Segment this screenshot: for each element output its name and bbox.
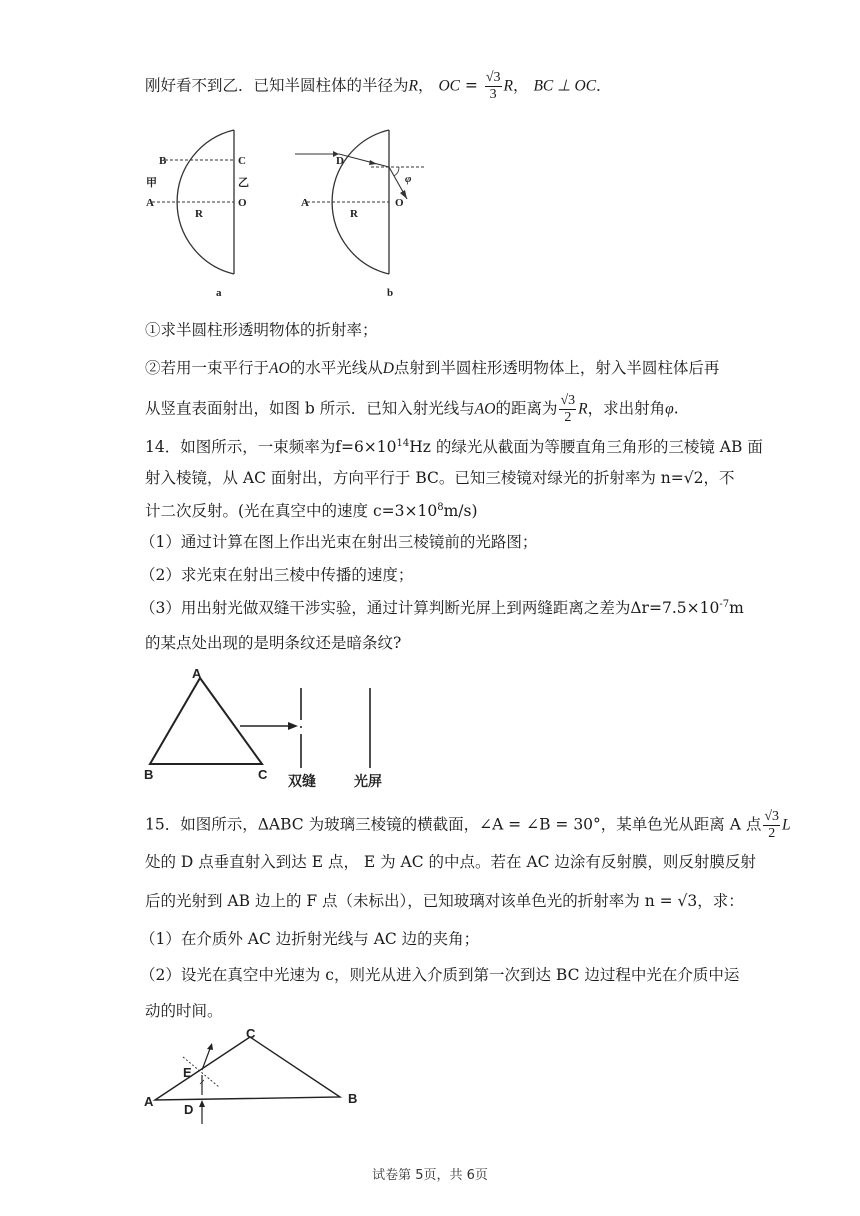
q14-sub2: （2）求光束在射出三棱中传播的速度； [140,566,414,584]
q15-L: L [782,816,791,834]
q13-intro-text: 刚好看不到乙．已知半圆柱体的半径为 [145,76,409,95]
q13-sub2-text-a: ②若用一束平行于 [145,359,270,377]
q15-fig-label-A: A [144,1094,154,1109]
q15-sub1: （1）在介质外 AC 边折射光线与 AC 边的夹角； [140,930,480,948]
q13-radius-symbol: R [408,77,418,95]
q15-fig-label-E: E [183,1065,192,1080]
q13-sub2-ao: AO [269,360,290,377]
q14-fig-label-A: A [192,666,202,681]
q13-frac-den: 3 [489,87,497,102]
q14-sub3-text-b: m [729,599,744,617]
fig-b-label-R: R [350,208,358,220]
q15-line1 [145,809,791,842]
q13-sub2-frac-num: √3 [560,393,576,408]
q13-figure-a [140,118,270,303]
q13-fraction [485,70,502,103]
q13-sub2-text-f: ，求出射角 [587,399,666,418]
q13-sub2-text-e: 的距离为 [495,399,558,418]
q13-sub2-ao-2: AO [474,400,496,418]
q15-fig-label-C: C [246,1026,256,1041]
fig-a-label-jia: 甲 [146,176,157,189]
q15-fig-label-B: B [348,1091,358,1106]
fig-a-label-R: R [195,208,203,220]
q14-sub3-line2: 的某点处出现的是明条纹还是暗条纹? [145,634,402,652]
q14-sub3-text: （3）用出射光做双缝干涉实验，通过计算判断光屏上到两缝距离之差为Δr=7.5×10 [140,599,720,617]
q13-sub2-d: D [382,360,394,377]
q14-line1-text: 14．如图所示，一束频率为f=6×10 [145,438,397,456]
q13-sub2-text-c: 点射到半圆柱形透明物体上，射入半圆柱体后再 [393,359,720,377]
q13-sub2-phi: φ [665,400,674,418]
q15-figure [140,1026,370,1130]
q15-line1-text: 15．如图所示，ΔABC 为玻璃三棱镜的横截面，∠A = ∠B = 30°，某单色光从距离 A 点 [145,815,762,834]
q13-sub2-frac-den: 2 [564,410,572,425]
q13-sep: ， [417,76,434,95]
q13-period: ． [596,76,612,95]
q13-sub2-R: R [578,400,588,418]
q13-intro-line [145,70,612,103]
q13-perp-relation: BC ⊥ OC [533,77,597,95]
fig-b-caption: b [387,287,394,299]
q14-line3-text-b: m/s) [443,502,478,520]
q14-figure [140,668,400,798]
q15-sub2-line2: 动的时间。 [145,1002,223,1020]
q14-fig-label-B: B [144,767,154,782]
q13-radius-symbol-2: R [503,77,513,95]
q14-line3-text: 计二次反射。(光在真空中的速度 c=3×10 [145,502,438,520]
q13-sub2-line1 [145,358,719,379]
fig-a-label-yi: 乙 [238,176,249,189]
fig-a-label-A: A [146,197,154,209]
q13-sub2-text-b: 的水平光线从 [289,359,383,377]
fig-a-label-O: O [238,197,247,209]
q13-equals: = [459,76,483,95]
q14-line1-text-b: Hz 的绿光从截面为等腰直角三角形的三棱镜 AB 面 [409,438,763,456]
q13-sub2-text-d: 从竖直表面射出，如图 b 所示．已知入射光线与 [145,399,475,418]
q14-line1 [145,437,763,457]
q15-sub2-line1: （2）设光在真空中光速为 c，则光从进入介质到第一次到达 BC 边过程中光在介质中运 [140,966,740,984]
q14-sub3-sup: -7 [719,598,730,610]
q13-oc-symbol: OC [438,77,460,95]
q13-sub1: ①求半圆柱形透明物体的折射率； [145,321,378,339]
q13-sep-2: ， [512,76,529,95]
q15-line3: 后的光射到 AB 边上的 F 点（未标出），已知玻璃对该单色光的折射率为 n = √3，求： [145,892,744,910]
fig-b-label-phi: φ [405,173,412,185]
q15-fig-label-D: D [184,1102,194,1117]
fig-b-label-O: O [395,197,404,209]
page-footer: 试卷第 5页，共 6页 [372,1168,488,1183]
q14-line3 [145,501,478,521]
fig-b-label-D: D [336,155,344,167]
q13-sub2-line2 [145,393,679,426]
q15-line2: 处的 D 点垂直射入到达 E 点， E 为 AC 的中点。若在 AC 边涂有反射膜，则反射膜反射 [145,853,756,871]
q14-sub3-line1 [140,598,744,618]
fig-a-caption: a [216,287,222,299]
fig-b-label-A: A [301,197,309,209]
q15-frac-den: 2 [768,826,776,841]
q14-line2: 射入棱镜，从 AC 面射出，方向平行于 BC。已知三棱镜对绿光的折射率为 n=√2，不 [145,469,735,487]
q13-figure-b [295,118,435,303]
q13-frac-num: √3 [485,70,501,85]
q14-fig-label-screen: 光屏 [354,774,382,790]
q15-frac-num: √3 [764,809,780,824]
fig-a-label-C: C [238,155,246,167]
q14-line3-sup: 8 [437,501,444,513]
q15-fraction [763,809,780,842]
fig-a-label-B: B [159,155,167,167]
q14-fig-label-C: C [258,767,268,782]
q13-sub2-fraction [559,393,576,426]
q14-sub1: （1）通过计算在图上作出光束在射出三棱镜前的光路图； [140,533,538,551]
q14-line1-sup: 14 [396,437,410,449]
q14-fig-label-slit: 双缝 [288,774,316,790]
q13-sub2-end: . [673,399,679,418]
